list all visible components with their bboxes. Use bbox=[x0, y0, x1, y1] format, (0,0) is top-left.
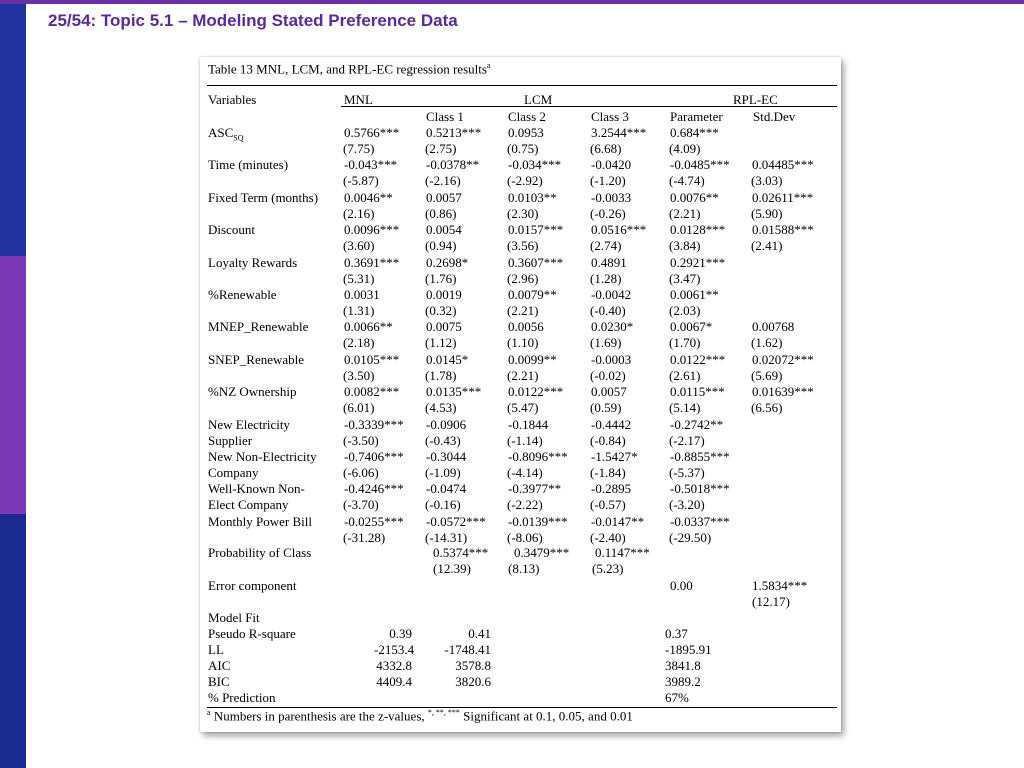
coef-stddev: 0.01639*** bbox=[752, 384, 814, 399]
coef-class1: 0.0075 bbox=[426, 319, 462, 334]
parameter-header: Parameter bbox=[670, 109, 723, 124]
side-stripe-blue-top bbox=[0, 4, 26, 256]
zvalue-parameter: (4.09) bbox=[669, 141, 701, 156]
row-label-text: Well-Known Non- bbox=[208, 481, 305, 496]
coef-parameter: 0.0128*** bbox=[670, 222, 726, 237]
row-label-text: %NZ Ownership bbox=[208, 384, 297, 399]
zvalue-class1: (-1.09) bbox=[425, 465, 461, 480]
zvalue-class1: (2.75) bbox=[425, 141, 457, 156]
row-label bbox=[208, 481, 305, 496]
zvalue-parameter: (-2.17) bbox=[669, 433, 705, 448]
zvalue-class1: (-0.43) bbox=[425, 433, 461, 448]
coef-mnl: -0.4246*** bbox=[344, 481, 404, 496]
row-label bbox=[208, 190, 318, 205]
fit-lcm: 3578.8 bbox=[455, 658, 491, 673]
coef-parameter: 0.0061** bbox=[670, 287, 719, 302]
table-caption-text: Table 13 MNL, LCM, and RPL-EC regression results bbox=[208, 61, 487, 77]
zvalue-class3: (-0.84) bbox=[590, 433, 626, 448]
row-label-text: SNEP_Renewable bbox=[208, 352, 305, 367]
fit-label: LL bbox=[208, 642, 224, 657]
fit-mnl: -2153.4 bbox=[374, 642, 415, 657]
coef-class3: -0.4442 bbox=[591, 417, 632, 432]
row-label-text: ASC bbox=[208, 125, 234, 140]
zvalue-class3: (6.68) bbox=[590, 141, 622, 156]
zvalue-class2: (2.21) bbox=[507, 303, 539, 318]
fit-rpl: 0.37 bbox=[665, 626, 688, 641]
coef-class3: 0.0057 bbox=[591, 384, 627, 399]
error-parameter: 0.00 bbox=[670, 578, 693, 593]
zvalue-class3: (-0.57) bbox=[590, 497, 626, 512]
coef-class2: -0.8096*** bbox=[508, 449, 568, 464]
zvalue-mnl: (7.75) bbox=[343, 141, 375, 156]
row-label-text: Monthly Power Bill bbox=[208, 514, 313, 529]
zvalue-class1: (1.78) bbox=[425, 368, 457, 383]
fit-lcm: 0.41 bbox=[468, 626, 491, 641]
table-caption bbox=[208, 61, 490, 77]
fit-mnl: 4409.4 bbox=[376, 674, 412, 689]
coef-class2: -0.3977** bbox=[508, 481, 562, 496]
coef-mnl: -0.0255*** bbox=[344, 514, 404, 529]
class3-header: Class 3 bbox=[591, 109, 629, 124]
fit-rpl: 3841.8 bbox=[665, 658, 701, 673]
zvalue-class2: (2.30) bbox=[507, 206, 539, 221]
fit-label: BIC bbox=[208, 674, 230, 689]
coef-mnl: 0.0031 bbox=[344, 287, 380, 302]
variables-header: Variables bbox=[208, 92, 257, 107]
zvalue-class1: (-14.31) bbox=[425, 530, 468, 545]
probability-class2: 0.3479*** bbox=[514, 545, 570, 560]
zvalue-mnl: (-3.70) bbox=[343, 497, 379, 512]
coef-class2: 0.0099** bbox=[508, 352, 557, 367]
zvalue-stddev: (2.41) bbox=[751, 238, 783, 253]
fit-label: Pseudo R-square bbox=[208, 626, 296, 641]
footnote-text-2: Significant at 0.1, 0.05, and 0.01 bbox=[459, 708, 633, 724]
error-stddev-z: (12.17) bbox=[752, 594, 790, 609]
coef-class1: -0.0378** bbox=[426, 157, 480, 172]
zvalue-mnl: (2.16) bbox=[343, 206, 375, 221]
row-label bbox=[208, 319, 308, 334]
coef-class3: 3.2544*** bbox=[591, 125, 647, 140]
coef-parameter: 0.0076** bbox=[670, 190, 719, 205]
coef-class3: 0.0516*** bbox=[591, 222, 647, 237]
zvalue-class3: (1.28) bbox=[590, 271, 622, 286]
coef-mnl: 0.0096*** bbox=[344, 222, 400, 237]
zvalue-class1: (-0.16) bbox=[425, 497, 461, 512]
coef-class3: -0.2895 bbox=[591, 481, 632, 496]
coef-stddev: 0.02072*** bbox=[752, 352, 814, 367]
fit-rpl: -1895.91 bbox=[665, 642, 712, 657]
row-label-text: Discount bbox=[208, 222, 255, 237]
coef-class2: -0.1844 bbox=[508, 417, 549, 432]
zvalue-mnl: (2.18) bbox=[343, 335, 375, 350]
coef-class3: 0.0230* bbox=[591, 319, 634, 334]
coef-parameter: -0.0485*** bbox=[670, 157, 730, 172]
coef-class1: 0.2698* bbox=[426, 255, 469, 270]
coef-class2: 0.0079** bbox=[508, 287, 557, 302]
stddev-header: Std.Dev bbox=[753, 109, 796, 124]
coef-parameter: -0.0337*** bbox=[670, 514, 730, 529]
coef-stddev: 0.00768 bbox=[752, 319, 795, 334]
probability-class1: 0.5374*** bbox=[433, 545, 489, 560]
zvalue-parameter: (3.47) bbox=[669, 271, 701, 286]
coef-class2: 0.3607*** bbox=[508, 255, 564, 270]
zvalue-class3: (-0.26) bbox=[590, 206, 626, 221]
probability-class2-z: (8.13) bbox=[508, 561, 540, 576]
row-label-text: New Non-Electricity bbox=[208, 449, 317, 464]
zvalue-parameter: (-5.37) bbox=[669, 465, 705, 480]
fit-rpl: 67% bbox=[665, 690, 689, 705]
zvalue-class1: (4.53) bbox=[425, 400, 457, 415]
coef-class2: 0.0056 bbox=[508, 319, 544, 334]
class2-header: Class 2 bbox=[508, 109, 546, 124]
side-color-stripe bbox=[0, 4, 26, 768]
zvalue-class3: (-0.40) bbox=[590, 303, 626, 318]
zvalue-class2: (2.21) bbox=[507, 368, 539, 383]
coef-mnl: -0.043*** bbox=[344, 157, 398, 172]
coef-parameter: -0.5018*** bbox=[670, 481, 730, 496]
zvalue-class3: (2.74) bbox=[590, 238, 622, 253]
row-label-text: New Electricity bbox=[208, 417, 290, 432]
coef-mnl: 0.3691*** bbox=[344, 255, 400, 270]
coef-class3: -1.5427* bbox=[591, 449, 638, 464]
coef-class3: -0.0033 bbox=[591, 190, 632, 205]
coef-class1: -0.3044 bbox=[426, 449, 467, 464]
fit-rpl: 3989.2 bbox=[665, 674, 701, 689]
footnote-text: Numbers in parenthesis are the z-values, bbox=[210, 708, 428, 724]
zvalue-class3: (-2.40) bbox=[590, 530, 626, 545]
coef-parameter: 0.0067* bbox=[670, 319, 713, 334]
coef-class1: -0.0906 bbox=[426, 417, 467, 432]
coef-class1: 0.0135*** bbox=[426, 384, 482, 399]
coef-class3: -0.0420 bbox=[591, 157, 632, 172]
coef-mnl: -0.3339*** bbox=[344, 417, 404, 432]
zvalue-class2: (-2.92) bbox=[507, 173, 543, 188]
zvalue-class2: (1.10) bbox=[507, 335, 539, 350]
zvalue-stddev: (3.03) bbox=[751, 173, 783, 188]
zvalue-stddev: (1.62) bbox=[751, 335, 783, 350]
side-stripe-purple bbox=[0, 256, 26, 514]
zvalue-mnl: (-6.06) bbox=[343, 465, 379, 480]
fit-mnl: 4332.8 bbox=[376, 658, 412, 673]
zvalue-stddev: (5.90) bbox=[751, 206, 783, 221]
row-label-text: Loyalty Rewards bbox=[208, 255, 298, 270]
row-label-subscript: SQ bbox=[233, 133, 244, 143]
coef-mnl: 0.0046** bbox=[344, 190, 393, 205]
error-stddev: 1.5834*** bbox=[752, 578, 808, 593]
zvalue-class2: (3.56) bbox=[507, 238, 539, 253]
row-label bbox=[208, 125, 244, 146]
row-label bbox=[208, 417, 290, 432]
coef-mnl: -0.7406*** bbox=[344, 449, 404, 464]
coef-mnl: 0.0066** bbox=[344, 319, 393, 334]
mnl-header: MNL bbox=[344, 92, 373, 107]
coef-parameter: 0.0122*** bbox=[670, 352, 726, 367]
row-label bbox=[208, 449, 317, 464]
zvalue-class1: (-2.16) bbox=[425, 173, 461, 188]
row-label-text: MNEP_Renewable bbox=[208, 319, 309, 334]
row-label bbox=[208, 287, 277, 302]
footnote-mark: a bbox=[207, 708, 211, 717]
zvalue-mnl: (-3.50) bbox=[343, 433, 379, 448]
model-fit-heading: Model Fit bbox=[208, 610, 260, 625]
coef-class1: 0.0019 bbox=[426, 287, 462, 302]
zvalue-class2: (2.96) bbox=[507, 271, 539, 286]
footnote-stars: *, **, *** bbox=[427, 708, 460, 717]
row-label-text: Time (minutes) bbox=[208, 157, 289, 172]
probability-class3-z: (5.23) bbox=[592, 561, 624, 576]
coef-class2: 0.0122*** bbox=[508, 384, 564, 399]
zvalue-mnl: (3.50) bbox=[343, 368, 375, 383]
top-accent-bar bbox=[0, 0, 1024, 4]
zvalue-class3: (-0.02) bbox=[590, 368, 626, 383]
zvalue-parameter: (3.84) bbox=[669, 238, 701, 253]
coef-parameter: -0.8855*** bbox=[670, 449, 730, 464]
table-top-rule bbox=[207, 85, 837, 86]
row-label-text: Fixed Term (months) bbox=[208, 190, 319, 205]
zvalue-class2: (0.75) bbox=[507, 141, 539, 156]
fit-label: AIC bbox=[208, 658, 231, 673]
rpl-header: RPL-EC bbox=[733, 92, 778, 107]
coef-class2: -0.0139*** bbox=[508, 514, 568, 529]
zvalue-parameter: (-4.74) bbox=[669, 173, 705, 188]
table-footnote bbox=[207, 708, 633, 724]
coef-class1: 0.5213*** bbox=[426, 125, 482, 140]
coef-class1: -0.0474 bbox=[426, 481, 467, 496]
zvalue-class2: (-1.14) bbox=[507, 433, 543, 448]
side-stripe-blue-bottom bbox=[0, 514, 26, 768]
zvalue-mnl: (-5.87) bbox=[343, 173, 379, 188]
coef-parameter: 0.684*** bbox=[670, 125, 719, 140]
zvalue-mnl: (-31.28) bbox=[343, 530, 386, 545]
row-label-line2: Elect Company bbox=[208, 497, 289, 512]
coef-mnl: 0.0105*** bbox=[344, 352, 400, 367]
coef-class2: 0.0953 bbox=[508, 125, 544, 140]
zvalue-parameter: (-3.20) bbox=[669, 497, 705, 512]
probability-class3: 0.1147*** bbox=[595, 545, 650, 560]
zvalue-class2: (-8.06) bbox=[507, 530, 543, 545]
coef-class1: -0.0572*** bbox=[426, 514, 486, 529]
zvalue-class1: (0.86) bbox=[425, 206, 457, 221]
zvalue-mnl: (6.01) bbox=[343, 400, 375, 415]
coef-mnl: 0.5766*** bbox=[344, 125, 400, 140]
coef-stddev: 0.02611*** bbox=[752, 190, 814, 205]
zvalue-class2: (-2.22) bbox=[507, 497, 543, 512]
zvalue-class3: (1.69) bbox=[590, 335, 622, 350]
row-label-line2: Company bbox=[208, 465, 259, 480]
probability-label: Probability of Class bbox=[208, 545, 312, 560]
row-label bbox=[208, 384, 296, 399]
row-label bbox=[208, 255, 297, 270]
zvalue-class3: (-1.84) bbox=[590, 465, 626, 480]
zvalue-stddev: (6.56) bbox=[751, 400, 783, 415]
coef-class2: 0.0103** bbox=[508, 190, 557, 205]
coef-class1: 0.0054 bbox=[426, 222, 462, 237]
row-label-line2: Supplier bbox=[208, 433, 253, 448]
fit-label: % Prediction bbox=[208, 690, 276, 705]
coef-stddev: 0.01588*** bbox=[752, 222, 814, 237]
row-label bbox=[208, 514, 312, 529]
coef-class2: -0.034*** bbox=[508, 157, 562, 172]
zvalue-mnl: (3.60) bbox=[343, 238, 375, 253]
coef-stddev: 0.04485*** bbox=[752, 157, 814, 172]
row-label bbox=[208, 352, 304, 367]
zvalue-class2: (-4.14) bbox=[507, 465, 543, 480]
fit-lcm: 3820.6 bbox=[455, 674, 491, 689]
coef-parameter: 0.2921*** bbox=[670, 255, 726, 270]
zvalue-class3: (-1.20) bbox=[590, 173, 626, 188]
zvalue-stddev: (5.69) bbox=[751, 368, 783, 383]
zvalue-mnl: (1.31) bbox=[343, 303, 375, 318]
zvalue-class1: (1.76) bbox=[425, 271, 457, 286]
zvalue-parameter: (2.21) bbox=[669, 206, 701, 221]
coef-parameter: -0.2742** bbox=[670, 417, 724, 432]
fit-lcm: -1748.41 bbox=[444, 642, 491, 657]
coef-class3: 0.4891 bbox=[591, 255, 627, 270]
zvalue-class1: (0.94) bbox=[425, 238, 457, 253]
error-label: Error component bbox=[208, 578, 297, 593]
coef-mnl: 0.0082*** bbox=[344, 384, 400, 399]
lcm-header: LCM bbox=[524, 92, 553, 107]
coef-class1: 0.0145* bbox=[426, 352, 469, 367]
probability-class1-z: (12.39) bbox=[433, 561, 471, 576]
zvalue-parameter: (2.03) bbox=[669, 303, 701, 318]
table-caption-note: a bbox=[486, 61, 491, 70]
coef-class1: 0.0057 bbox=[426, 190, 462, 205]
slide-title: 25/54: Topic 5.1 – Modeling Stated Preference Data bbox=[48, 11, 458, 30]
class1-header: Class 1 bbox=[426, 109, 464, 124]
zvalue-parameter: (5.14) bbox=[669, 400, 701, 415]
coef-class3: -0.0042 bbox=[591, 287, 632, 302]
fit-mnl: 0.39 bbox=[389, 626, 412, 641]
coef-class3: -0.0147** bbox=[591, 514, 645, 529]
row-label bbox=[208, 157, 288, 172]
coef-class2: 0.0157*** bbox=[508, 222, 564, 237]
row-label-text: %Renewable bbox=[208, 287, 277, 302]
coef-class3: -0.0003 bbox=[591, 352, 632, 367]
zvalue-class1: (1.12) bbox=[425, 335, 457, 350]
zvalue-class3: (0.59) bbox=[590, 400, 622, 415]
zvalue-parameter: (2.61) bbox=[669, 368, 701, 383]
row-label bbox=[208, 222, 255, 237]
zvalue-class1: (0.32) bbox=[425, 303, 457, 318]
zvalue-mnl: (5.31) bbox=[343, 271, 375, 286]
zvalue-class2: (5.47) bbox=[507, 400, 539, 415]
zvalue-parameter: (1.70) bbox=[669, 335, 701, 350]
zvalue-parameter: (-29.50) bbox=[669, 530, 712, 545]
coef-parameter: 0.0115*** bbox=[670, 384, 725, 399]
